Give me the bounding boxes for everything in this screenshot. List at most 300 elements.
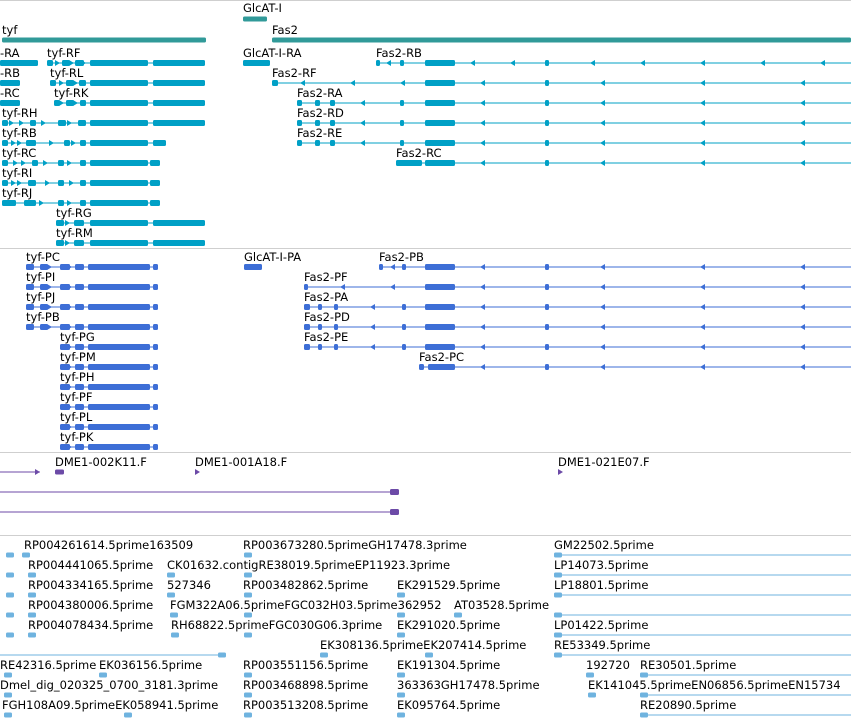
protein-label-glcat-i-pa[interactable]: GlcAT-I-PA [244, 250, 302, 264]
est-read[interactable] [170, 613, 178, 618]
transcript-fas2-ra-strand-arrow [600, 100, 605, 106]
transcript-label-tyf-rk[interactable]: tyf-RK [54, 86, 89, 100]
protein-fas2-pb-exon[interactable] [425, 264, 455, 270]
protein-fas2-pc-strand-arrow [700, 364, 705, 370]
transcript-fas2-rb-strand-arrow [470, 60, 475, 66]
transcript-fas2-re-exon[interactable] [315, 140, 320, 146]
protein-fas2-pb-exon[interactable] [379, 264, 383, 270]
protein-fas2-pf-exon[interactable] [545, 284, 549, 290]
est-read[interactable] [397, 593, 405, 598]
transcript-label-tyf-rg[interactable]: tyf-RG [56, 206, 92, 220]
transcript-fas2-re-strand-arrow [800, 140, 805, 146]
protein-fas2-pd-strand-arrow [370, 324, 375, 330]
est-label-527346[interactable]: 527346 [167, 578, 211, 592]
protein-tyf-pb-exon[interactable] [40, 324, 48, 330]
est-read[interactable] [244, 693, 252, 698]
transcript-fas2-ra-exon[interactable] [425, 100, 455, 106]
est-read[interactable] [640, 713, 648, 718]
est-label-at03528-5prime[interactable]: AT03528.5prime [454, 598, 550, 612]
protein-tyf-ph-exon[interactable] [88, 384, 150, 390]
transcript-fas2-re-exon[interactable] [297, 140, 302, 146]
est-read[interactable] [167, 573, 175, 578]
clone-label-dme1-002k11-f[interactable]: DME1-002K11.F [55, 455, 147, 469]
est-label-re30501-5prime[interactable]: RE30501.5prime [640, 658, 737, 672]
protein-tyf-ph-exon[interactable] [153, 384, 158, 390]
protein-fas2-pe-strand-arrow [600, 344, 605, 350]
protein-tyf-pc-exon[interactable] [88, 264, 150, 270]
est-read[interactable] [244, 673, 252, 678]
est-read[interactable] [167, 593, 175, 598]
est-label-ek291529-5prime[interactable]: EK291529.5prime [397, 578, 501, 592]
transcript-fas2-re-strand-arrow [700, 140, 705, 146]
protein-fas2-pa-exon[interactable] [545, 304, 549, 310]
est-read[interactable] [586, 673, 594, 678]
protein-fas2-pa-strand-arrow [800, 304, 805, 310]
est-read[interactable] [6, 613, 14, 618]
protein-fas2-pd-strand-arrow [480, 324, 485, 330]
protein-fas2-pb-strand-arrow [390, 264, 395, 270]
transcript-fas2-rd-exon[interactable] [425, 120, 455, 126]
transcript-tyf-rg-exon[interactable] [90, 220, 148, 226]
est-label-rh68822-5primefgc030g06-3prime[interactable]: RH68822.5primeFGC030G06.3prime [171, 618, 383, 632]
est-label-ek141045-5primeen06856-5primeen15734[interactable]: EK141045.5primeEN06856.5primeEN15734 [588, 678, 841, 692]
est-read[interactable] [588, 693, 596, 698]
transcript-fas2-rc-exon[interactable] [545, 160, 549, 166]
transcript-fas2-ra-strand-arrow [800, 100, 805, 106]
est-label-rp003673280-5primegh17478-3prime[interactable]: RP003673280.5primeGH17478.3prime [243, 538, 467, 552]
protein-fas2-pd-strand-arrow [800, 324, 805, 330]
est-label-rp003482862-5prime[interactable]: RP003482862.5prime [243, 578, 369, 592]
transcript-tyf-rc-exon[interactable] [58, 160, 64, 166]
protein-tyf-pk-exon[interactable] [88, 444, 150, 450]
transcript-fas2-rd-strand-arrow [600, 120, 605, 126]
est-read[interactable] [640, 693, 648, 698]
protein-fas2-pf-strand-arrow [700, 284, 705, 290]
clone-long-end-2[interactable] [390, 509, 399, 515]
est-read[interactable] [244, 613, 252, 618]
protein-fas2-pf-strand-arrow [390, 284, 395, 290]
transcript-fas2-rb-strand-arrow [760, 60, 765, 66]
est-label-rp003551156-5prime[interactable]: RP003551156.5prime [243, 658, 369, 672]
transcript-fas2-rf-strand-arrow [600, 80, 605, 86]
est-read[interactable] [320, 653, 328, 658]
protein-fas2-pa-strand-arrow [370, 304, 375, 310]
transcript-tyf-rj-exon[interactable] [150, 200, 160, 206]
protein-tyf-pg-exon[interactable] [88, 344, 150, 350]
est-read[interactable] [6, 553, 14, 558]
protein-label-fas2-pa[interactable]: Fas2-PA [304, 290, 349, 304]
est-read[interactable] [4, 713, 12, 718]
est-read[interactable] [4, 693, 12, 698]
est-read[interactable] [244, 593, 252, 598]
protein-tyf-pj-exon[interactable] [75, 304, 84, 310]
transcript-fas2-rf-exon[interactable] [425, 80, 455, 86]
transcript-tyf-rl-exon[interactable] [90, 80, 148, 86]
est-label-ek191304-5prime[interactable]: EK191304.5prime [397, 658, 501, 672]
protein-tyf-pl-exon[interactable] [88, 424, 150, 430]
est-label-lp01422-5prime[interactable]: LP01422.5prime [554, 618, 649, 632]
protein-tyf-pb-exon[interactable] [26, 324, 34, 330]
transcript-label-fas2-rf[interactable]: Fas2-RF [272, 66, 317, 80]
protein-fas2-pa-strand-arrow [700, 304, 705, 310]
protein-fas2-pc-exon[interactable] [428, 364, 455, 370]
transcript-tyf-rk-exon[interactable] [90, 100, 148, 106]
transcript-fas2-rc-strand-arrow [600, 160, 605, 166]
protein-label-tyf-pl[interactable]: tyf-PL [60, 410, 93, 424]
transcript-fas2-rc-exon[interactable] [396, 160, 422, 166]
transcript-tyf-rk-strand-arrow [59, 100, 64, 106]
est-label-ck01632-contigre38019-5primeep11923-3prime[interactable]: CK01632.contigRE38019.5primeEP11923.3prime [167, 558, 451, 572]
clone-dme1-021e07-f [558, 469, 563, 475]
transcript-fas2-ra-strand-arrow [360, 100, 365, 106]
transcript-fas2-ra-strand-arrow [480, 100, 485, 106]
transcript-fas2-rc-strand-arrow [700, 160, 705, 166]
transcript-tyf-rh-exon[interactable] [153, 120, 205, 126]
protein-tyf-pj-exon[interactable] [153, 304, 158, 310]
transcript-tyf-rc-exon[interactable] [90, 160, 148, 166]
transcript-label-glcat-i-ra[interactable]: GlcAT-I-RA [243, 46, 302, 60]
track-divider [0, 248, 851, 249]
est-label-gm22502-5prime[interactable]: GM22502.5prime [554, 538, 654, 552]
transcript-tyf-rc-exon[interactable] [150, 160, 160, 166]
protein-label-tyf-pc[interactable]: tyf-PC [26, 250, 60, 264]
est-read[interactable] [554, 553, 562, 558]
est-label-lp18801-5prime[interactable]: LP18801.5prime [554, 578, 649, 592]
est-label-re53349-5prime[interactable]: RE53349.5prime [554, 638, 651, 652]
clone-label-dme1-021e07-f[interactable]: DME1-021E07.F [558, 455, 650, 469]
est-read[interactable] [28, 593, 36, 598]
transcript-fas2-ra-exon[interactable] [400, 100, 404, 106]
transcript-fas2-re-strand-arrow [600, 140, 605, 146]
protein-fas2-pc-exon[interactable] [419, 364, 424, 370]
transcript-fas2-rc-strand-arrow [800, 160, 805, 166]
protein-fas2-pb-exon[interactable] [545, 264, 549, 270]
transcript-fas2-rb-exon[interactable] [425, 60, 455, 66]
protein-fas2-pe-exon[interactable] [402, 344, 406, 350]
est-label-fgh108a09-5primeek058941-5prime[interactable]: FGH108A09.5primeEK058941.5prime [2, 698, 219, 712]
est-label-ek095764-5prime[interactable]: EK095764.5prime [397, 698, 501, 712]
transcript-fas2-re-exon[interactable] [330, 140, 335, 146]
est-read[interactable] [6, 633, 14, 638]
est-read[interactable] [554, 633, 562, 638]
est-read[interactable] [218, 653, 226, 658]
protein-glcat-i-pa-exon[interactable] [244, 264, 262, 270]
est-label-rp003513208-5prime[interactable]: RP003513208.5prime [243, 698, 369, 712]
transcript-tyf-ri-exon[interactable] [80, 180, 86, 186]
protein-fas2-pe-strand-arrow [370, 344, 375, 350]
transcript-fas2-rb-strand-arrow [700, 60, 705, 66]
transcript-tyf-rb-exon[interactable] [90, 140, 148, 146]
transcript-fas2-rb-strand-arrow [386, 60, 391, 66]
transcript-fas2-ra-exon[interactable] [545, 100, 549, 106]
transcript-label-tyf-rh[interactable]: tyf-RH [2, 106, 38, 120]
transcript-tyf-rh-exon[interactable] [78, 120, 86, 126]
protein-label-tyf-pb[interactable]: tyf-PB [26, 310, 60, 324]
transcript-fas2-re-exon[interactable] [545, 140, 549, 146]
est-read[interactable] [454, 613, 462, 618]
protein-label-tyf-pf[interactable]: tyf-PF [60, 390, 93, 404]
protein-fas2-pa-strand-arrow [600, 304, 605, 310]
transcript-tyf-rk-strand-arrow [73, 100, 78, 106]
protein-label-tyf-pj[interactable]: tyf-PJ [26, 290, 56, 304]
transcript-fas2-rd-exon[interactable] [545, 120, 549, 126]
est-label-rp004078434-5prime[interactable]: RP004078434.5prime [28, 618, 154, 632]
protein-fas2-pa-strand-arrow [480, 304, 485, 310]
est-read[interactable] [171, 633, 179, 638]
protein-fas2-pe-strand-arrow [700, 344, 705, 350]
transcript-label-ra[interactable]: -RA [0, 46, 20, 60]
transcript-fas2-rf-strand-arrow [800, 80, 805, 86]
protein-fas2-pe-exon[interactable] [545, 344, 549, 350]
transcript-tyf-ri-exon[interactable] [150, 180, 160, 186]
protein-tyf-pm-exon[interactable] [88, 364, 150, 370]
est-label-rp003468898-5prime[interactable]: RP003468898.5prime [243, 678, 369, 692]
transcript-tyf-rk-exon[interactable] [80, 100, 86, 106]
transcript-tyf-rf-exon[interactable] [90, 60, 148, 66]
transcript-tyf-rh-exon[interactable] [90, 120, 148, 126]
est-read[interactable] [397, 633, 405, 638]
protein-tyf-pj-exon[interactable] [88, 304, 150, 310]
protein-tyf-pc-exon[interactable] [153, 264, 158, 270]
est-label-rp004441065-5prime[interactable]: RP004441065.5prime [28, 558, 154, 572]
transcript-label-fas2-ra[interactable]: Fas2-RA [297, 86, 343, 100]
est-label-ek291020-5prime[interactable]: EK291020.5prime [397, 618, 501, 632]
transcript-label-rc[interactable]: -RC [0, 86, 20, 100]
transcript-tyf-rk-exon[interactable] [66, 100, 74, 106]
transcript-label-fas2-re[interactable]: Fas2-RE [297, 126, 343, 140]
est-read[interactable] [425, 653, 433, 658]
est-label-dmel-dig-020325-0700-3181-3prime[interactable]: Dmel_dig_020325_0700_3181.3prime [0, 678, 219, 692]
transcript-fas2-rd-strand-arrow [800, 120, 805, 126]
est-label-ek308136-5primeek207414-5prime[interactable]: EK308136.5primeEK207414.5prime [320, 638, 527, 652]
protein-tyf-pi-exon[interactable] [75, 284, 84, 290]
transcript-fas2-rb-exon[interactable] [376, 60, 380, 66]
protein-tyf-pi-exon[interactable] [88, 284, 150, 290]
transcript-tyf-rb-strand-arrow [49, 140, 54, 146]
protein-tyf-pl-exon[interactable] [153, 424, 158, 430]
transcript-label-tyf-rc[interactable]: tyf-RC [2, 146, 37, 160]
transcript-tyf-rb-exon[interactable] [64, 140, 70, 146]
protein-tyf-pf-exon[interactable] [153, 404, 158, 410]
protein-tyf-pg-exon[interactable] [153, 344, 158, 350]
protein-fas2-pb-strand-arrow [600, 264, 605, 270]
est-label-rp004380006-5prime[interactable]: RP004380006.5prime [28, 598, 154, 612]
protein-fas2-pd-strand-arrow [600, 324, 605, 330]
protein-tyf-pm-exon[interactable] [153, 364, 158, 370]
est-label-192720[interactable]: 192720 [586, 658, 630, 672]
est-label-rp004261614-5prime163509[interactable]: RP004261614.5prime163509 [24, 538, 194, 552]
protein-label-fas2-pd[interactable]: Fas2-PD [304, 310, 350, 324]
est-label-fgm322a06-5primefgc032h03-5prime362952[interactable]: FGM322A06.5primeFGC032H03.5prime362952 [170, 598, 442, 612]
transcript-label-fas2-rd[interactable]: Fas2-RD [297, 106, 344, 120]
transcript-label-rb[interactable]: -RB [0, 66, 21, 80]
transcript-fas2-rc-exon[interactable] [425, 160, 455, 166]
est-read[interactable] [99, 673, 107, 678]
transcript-tyf-rh-exon[interactable] [58, 120, 66, 126]
protein-fas2-pe-exon[interactable] [318, 344, 322, 350]
est-read[interactable] [28, 573, 36, 578]
protein-fas2-pa-exon[interactable] [425, 304, 455, 310]
est-read[interactable] [28, 633, 36, 638]
transcript-tyf-rm-exon[interactable] [74, 240, 84, 246]
transcript-tyf-rc-strand-arrow [43, 160, 48, 166]
est-label-re20890-5prime[interactable]: RE20890.5prime [640, 698, 737, 712]
clone-long-end-1[interactable] [390, 489, 399, 495]
transcript-fas2-rb-exon[interactable] [400, 60, 404, 66]
transcript-label-tyf-rf[interactable]: tyf-RF [47, 46, 81, 60]
protein-fas2-pf-exon[interactable] [425, 284, 455, 290]
protein-tyf-pb-exon[interactable] [88, 324, 150, 330]
transcript-label-tyf-rj[interactable]: tyf-RJ [2, 186, 33, 200]
transcript-tyf-rm-exon[interactable] [153, 240, 205, 246]
transcript-label-tyf-rl[interactable]: tyf-RL [50, 66, 84, 80]
protein-fas2-pc-strand-arrow [800, 364, 805, 370]
transcript-label-tyf-rb[interactable]: tyf-RB [2, 126, 37, 140]
gene-tyf-bar[interactable] [2, 38, 206, 43]
protein-tyf-pb-strand-arrow [47, 324, 52, 330]
protein-tyf-pf-exon[interactable] [88, 404, 150, 410]
est-read[interactable] [554, 593, 562, 598]
transcript-tyf-rg-exon[interactable] [153, 220, 205, 226]
transcript-tyf-rf-exon[interactable] [153, 60, 205, 66]
est-read[interactable] [244, 713, 252, 718]
transcript-fas2-re-strand-arrow [480, 140, 485, 146]
transcript-tyf-ri-exon[interactable] [58, 180, 64, 186]
est-read[interactable] [6, 593, 14, 598]
gene-label-tyf[interactable]: tyf [2, 23, 18, 37]
est-label-lp14073-5prime[interactable]: LP14073.5prime [554, 558, 649, 572]
protein-label-tyf-pk[interactable]: tyf-PK [60, 430, 94, 444]
protein-fas2-pd-exon[interactable] [402, 324, 406, 330]
protein-fas2-pb-strand-arrow [700, 264, 705, 270]
est-read[interactable] [244, 553, 252, 558]
est-read[interactable] [554, 573, 562, 578]
transcript-tyf-ri-exon[interactable] [90, 180, 148, 186]
est-read[interactable] [244, 573, 252, 578]
protein-fas2-pb-strand-arrow [480, 264, 485, 270]
transcript-tyf-rm-exon[interactable] [56, 240, 64, 246]
protein-fas2-pb-exon[interactable] [402, 264, 406, 270]
protein-tyf-pc-exon[interactable] [75, 264, 84, 270]
transcript-label-tyf-ri[interactable]: tyf-RI [2, 166, 33, 180]
protein-fas2-pd-exon[interactable] [425, 324, 455, 330]
est-read[interactable] [640, 673, 648, 678]
transcript-tyf-rc-exon[interactable] [32, 160, 38, 166]
transcript-fas2-rb-exon[interactable] [545, 60, 549, 66]
transcript-tyf-rb-exon[interactable] [80, 140, 86, 146]
est-label-363363gh17478-5prime[interactable]: 363363GH17478.5prime [397, 678, 540, 692]
transcript-tyf-rl-exon[interactable] [153, 80, 205, 86]
transcript-fas2-rb-strand-arrow [820, 60, 825, 66]
est-read[interactable] [397, 693, 405, 698]
est-read[interactable] [22, 553, 30, 558]
transcript-fas2-rf-strand-arrow [350, 80, 355, 86]
transcript-tyf-rh-strand-arrow [41, 120, 46, 126]
clone-dme1-002k11-f[interactable] [55, 470, 64, 475]
transcript-tyf-rm-exon[interactable] [90, 240, 148, 246]
transcript-fas2-rf-exon[interactable] [545, 80, 549, 86]
transcript-tyf-rk-exon[interactable] [153, 100, 205, 106]
protein-tyf-pk-exon[interactable] [153, 444, 158, 450]
protein-fas2-pe-exon[interactable] [304, 344, 310, 350]
protein-label-fas2-pb[interactable]: Fas2-PB [379, 250, 424, 264]
est-label-rp004334165-5prime[interactable]: RP004334165.5prime [28, 578, 154, 592]
transcript-tyf-rc-exon[interactable] [80, 160, 86, 166]
track-divider [0, 0, 851, 1]
gene-glcat-i-bar[interactable] [243, 17, 267, 22]
protein-fas2-pa-exon[interactable] [402, 304, 406, 310]
est-read[interactable] [28, 613, 36, 618]
protein-label-tyf-pi[interactable]: tyf-PI [26, 270, 56, 284]
protein-tyf-pi-exon[interactable] [153, 284, 158, 290]
transcript-label-fas2-rb[interactable]: Fas2-RB [376, 46, 422, 60]
clone-arrow [35, 469, 40, 475]
protein-fas2-pd-exon[interactable] [545, 324, 549, 330]
est-read[interactable] [397, 613, 405, 618]
est-read[interactable] [554, 653, 562, 658]
transcript-fas2-rf-strand-arrow [400, 80, 405, 86]
protein-fas2-pc-exon[interactable] [545, 364, 549, 370]
gene-label-glcat-i[interactable]: GlcAT-I [243, 1, 282, 15]
est-read[interactable] [397, 713, 405, 718]
protein-fas2-pe-strand-arrow [800, 344, 805, 350]
protein-fas2-pf-strand-arrow [480, 284, 485, 290]
est-read[interactable] [124, 713, 132, 718]
est-read[interactable] [244, 633, 252, 638]
gene-fas2-bar[interactable] [272, 38, 851, 43]
est-label-ek036156-5prime[interactable]: EK036156.5prime [99, 658, 203, 672]
protein-fas2-pe-strand-arrow [480, 344, 485, 350]
protein-label-fas2-pf[interactable]: Fas2-PF [304, 270, 348, 284]
transcript-tyf-ri-strand-arrow [69, 180, 74, 186]
transcript-tyf-rb-strand-arrow [71, 140, 76, 146]
protein-label-tyf-ph[interactable]: tyf-PH [60, 370, 95, 384]
transcript-tyf-rb-exon[interactable] [153, 140, 166, 146]
protein-fas2-pb-strand-arrow [800, 264, 805, 270]
transcript-fas2-ra-strand-arrow [700, 100, 705, 106]
transcript-tyf-rj-exon[interactable] [24, 200, 36, 206]
protein-tyf-pk-exon[interactable] [75, 444, 84, 450]
protein-fas2-pd-strand-arrow [700, 324, 705, 330]
clone-dme1-001a18-f [195, 469, 200, 475]
transcript-fas2-rc-strand-arrow [480, 160, 485, 166]
transcript-label-fas2-rc[interactable]: Fas2-RC [396, 146, 442, 160]
transcript-fas2-rb-strand-arrow [510, 60, 515, 66]
clone-label-dme1-001a18-f[interactable]: DME1-001A18.F [195, 455, 288, 469]
gene-label-fas2[interactable]: Fas2 [272, 23, 298, 37]
protein-label-tyf-pm[interactable]: tyf-PM [60, 350, 96, 364]
protein-label-fas2-pe[interactable]: Fas2-PE [304, 330, 349, 344]
est-read[interactable] [4, 673, 12, 678]
protein-tyf-pb-exon[interactable] [153, 324, 158, 330]
transcript-glcat-i-ra-exon[interactable] [243, 60, 270, 66]
protein-label-tyf-pg[interactable]: tyf-PG [60, 330, 95, 344]
transcript-tyf-rj-exon[interactable] [2, 200, 16, 206]
transcript-tyf-rj-strand-arrow [39, 200, 44, 206]
est-read[interactable] [554, 613, 562, 618]
transcript-tyf-ri-strand-arrow [45, 180, 50, 186]
protein-fas2-pe-exon[interactable] [334, 344, 338, 350]
transcript-tyf-rj-exon[interactable] [90, 200, 148, 206]
est-read[interactable] [397, 673, 405, 678]
transcript-fas2-rd-strand-arrow [700, 120, 705, 126]
transcript-fas2-rf-exon[interactable] [272, 80, 278, 86]
transcript-fas2-rd-exon[interactable] [400, 120, 404, 126]
est-read[interactable] [6, 573, 14, 578]
transcript-label-tyf-rm[interactable]: tyf-RM [56, 226, 93, 240]
est-label-re42316-5prime[interactable]: RE42316.5prime [0, 658, 97, 672]
protein-label-fas2-pc[interactable]: Fas2-PC [419, 350, 465, 364]
